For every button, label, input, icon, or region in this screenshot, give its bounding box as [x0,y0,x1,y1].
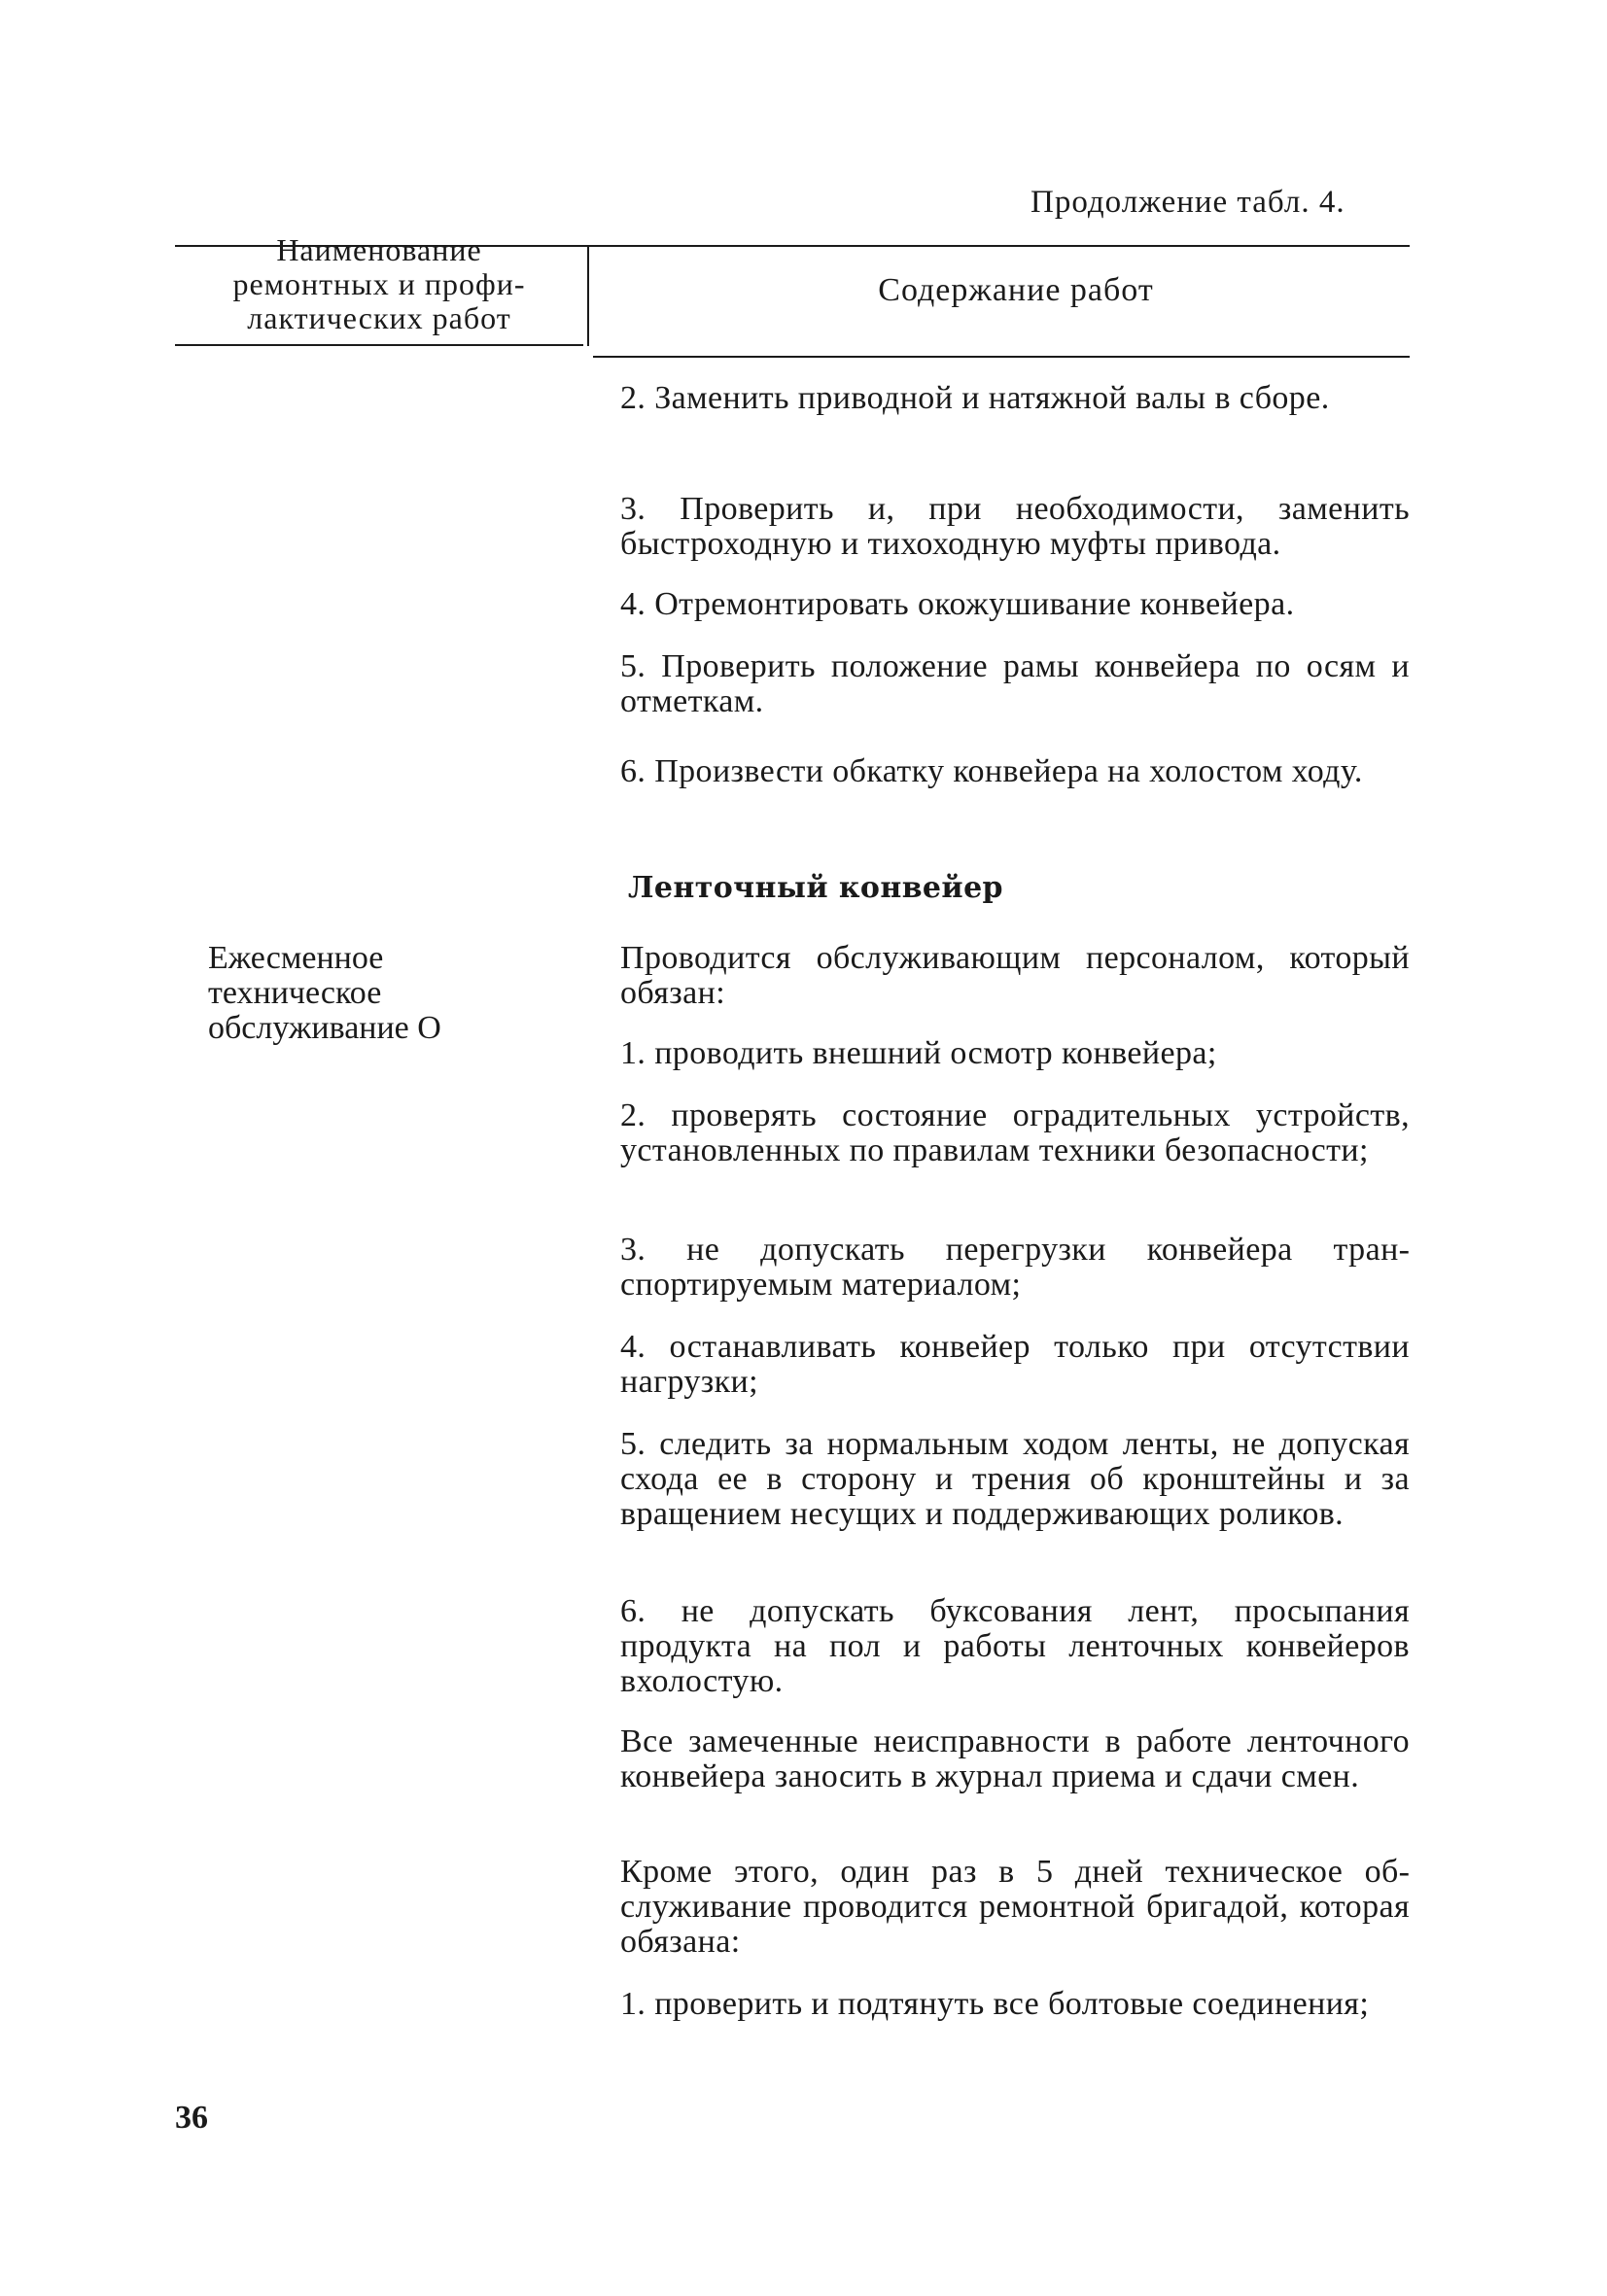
duty-item-6: 6. не допускать буксования лент, просыпания продукта на пол и работы ленточных конвейеров вхолостую. [620,1593,1410,1699]
page-number: 36 [175,2100,208,2136]
column-header-work-content: Содержание работ [878,272,1154,308]
header-bottom-rule-left [175,344,583,346]
duty-item-1: 1. проводить внешний осмотр конвейера; [620,1035,1217,1071]
content-item-5: 5. Проверить положение рамы конвейера по осям и отметкам. [620,648,1410,719]
content-item-4: 4. Отремонтировать окожушивание конвейера. [620,586,1295,622]
column-header-work-name [175,233,583,335]
crew-item-1: 1. проверить и подтянуть все болтовые соединения; [620,1986,1370,2022]
duty-item-2: 2. проверять состояние оградительных устройств, установленных по правилам техники безопасности; [620,1097,1410,1168]
content-item-3: 3. Проверить и, при необходимости, заменить быстроходную и тихоходную муфты привода. [620,491,1410,562]
header-column-divider [587,247,589,346]
column-header-line-2: ремонтных и профи- [232,266,526,301]
side-label-maintenance [208,941,558,1046]
log-note: Все замеченные неисправности в работе ленточного конвейера заносить в журнал приема и сдачи смен. [620,1723,1410,1794]
column-header-line-1: Наименование [276,232,482,267]
side-label-line-3: обслуживание О [208,1010,441,1046]
column-header-line-3: лактических работ [247,300,511,335]
duty-item-5: 5. следить за нормальным ходом ленты, не допуская схода ее в сторону и трения об кронштейны и за вращением несущих и поддерживающих роликов. [620,1426,1410,1532]
duty-item-4: 4. останавливать конвейер только при отсутствии нагрузки; [620,1329,1410,1400]
repair-crew-note: Кроме этого, один раз в 5 дней техническое обслуживание проводится ремонтной бригадой, которая обязана: [620,1854,1410,1960]
content-item-2: 2. Заменить приводной и натяжной валы в сборе. [620,380,1330,416]
side-label-line-2: техническое [208,975,382,1011]
section-title: Ленточный конвейер [628,871,1003,905]
content-item-6: 6. Произвести обкатку конвейера на холостом ходу. [620,753,1363,789]
duty-item-3: 3. не допускать перегрузки конвейера транспортируемым материалом; [620,1232,1410,1303]
side-label-line-1: Ежесменное [208,940,384,976]
section-intro: Проводится обслуживающим персоналом, который обязан: [620,940,1410,1011]
header-bottom-rule-right [593,356,1410,358]
table-caption: Продолжение табл. 4. [1031,185,1345,220]
